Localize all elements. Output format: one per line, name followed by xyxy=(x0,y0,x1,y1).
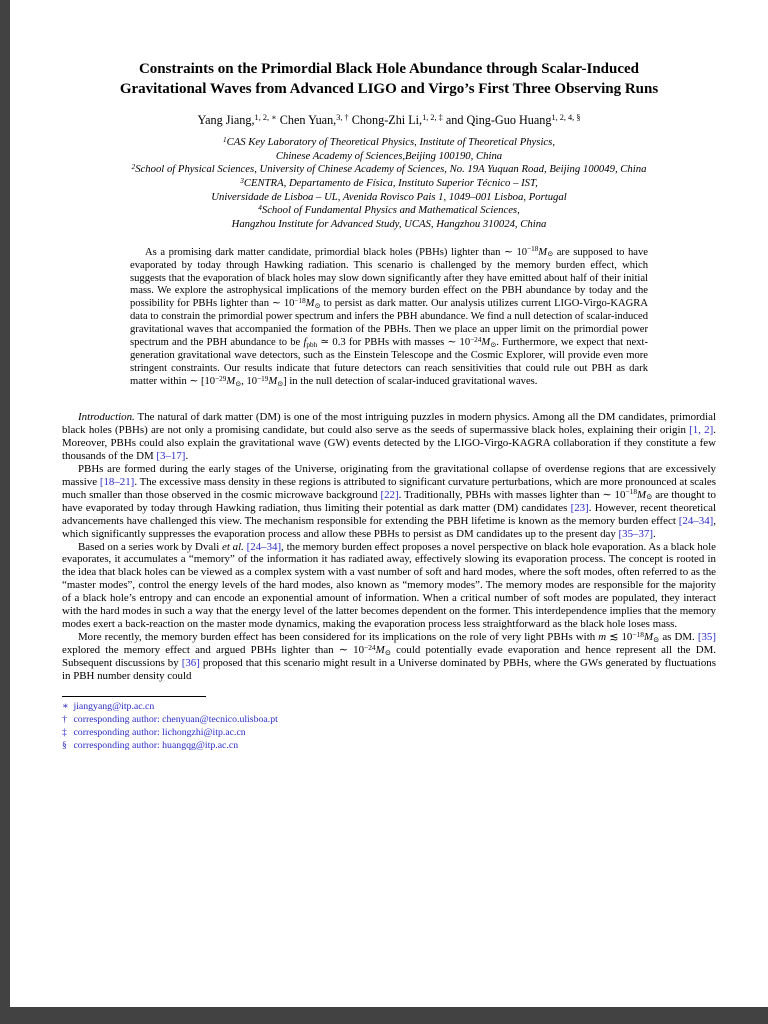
text-segment: Chen Yuan, xyxy=(276,112,337,127)
citation-link[interactable]: [23] xyxy=(570,501,589,514)
abstract xyxy=(130,247,648,389)
email-link[interactable]: corresponding author: chenyuan@tecnico.ulisboa.pt xyxy=(73,714,278,726)
text-segment: Universidade de Lisboa – UL, Avenida Rovisco Pais 1, 1049–001 Lisboa, Portugal xyxy=(211,190,567,203)
text-segment: 4 xyxy=(258,204,262,213)
text-segment: M xyxy=(268,375,278,387)
text-segment: . The excessive mass density in these regions is attributed to significant curvature perturbations, which are more pronounced at scales much smaller than those observed in the cosmic microwave background xyxy=(62,475,716,501)
text-segment: to persist as dark matter. Our analysis utilizes current LIGO-Virgo-KAGRA data to constrain the primordial power spectrum and infers the PBH abundance. We find a null detection of scalar-induced gravitational waves that accompanied the formation of the PBHs. Then we place an upper limit on the primordial power spectrum and the PBH abundance to be xyxy=(130,298,648,349)
text-segment: 1 xyxy=(222,135,227,144)
text-segment: ⊙ xyxy=(384,648,391,658)
text-segment: Chinese Academy of Sciences,Beijing 100190, China xyxy=(275,149,503,162)
text-segment: M xyxy=(643,631,654,644)
email-link[interactable]: corresponding author: huangqg@itp.ac.cn xyxy=(73,739,239,751)
footnote-rule xyxy=(62,696,206,697)
text-segment: Chong-Zhi Li, xyxy=(348,112,423,127)
text-segment: PBHs are formed during the early stages of the Universe, originating from the gravitational collapse of overdense regions that are excessively massive xyxy=(62,462,716,488)
citation-link[interactable]: [36] xyxy=(181,657,200,670)
affiliation-line xyxy=(62,191,716,205)
paper-body xyxy=(62,411,716,683)
citation-link[interactable]: [35–37] xyxy=(618,527,653,540)
text-segment: could potentially evade evaporation and hence represent all the DM. Subsequent discussions by xyxy=(62,644,716,670)
text-segment: As a promising dark matter candidate, primordial black holes (PBHs) lighter than ∼ 10 xyxy=(145,246,528,258)
affiliations-block xyxy=(62,136,716,232)
text-segment: ⊙ xyxy=(646,492,653,502)
text-segment: −18 xyxy=(632,629,644,639)
text-segment: ⊙ xyxy=(490,340,497,349)
text-segment: et al. xyxy=(222,540,244,553)
text-segment: , which significantly suppresses the evaporation process and allow these PBHs to persist as DM candidates up to the present day xyxy=(62,514,716,540)
text-segment: ≃ 0.3 for PBHs with masses ∼ 10 xyxy=(317,337,471,349)
text-segment: Based on a series work by Dvali xyxy=(78,540,223,553)
footnote xyxy=(62,701,716,714)
citation-link[interactable]: [22] xyxy=(380,488,399,501)
citation-link[interactable]: [18–21] xyxy=(99,475,135,488)
text-segment: m xyxy=(598,631,607,644)
text-segment: pbh xyxy=(306,340,318,349)
text-segment: 3 xyxy=(240,176,244,185)
text-segment: CENTRA, Departamento de Física, Instituto Superior Técnico – IST, xyxy=(243,176,538,189)
footnote-marker: † xyxy=(62,714,67,726)
author-line xyxy=(62,113,716,128)
footnote xyxy=(62,740,716,753)
text-segment: , 10 xyxy=(241,375,258,387)
text-segment: are supposed to have evaporated by today through Hawking radiation. This scenario is challenged by the memory burden effect, which suggests that the evaporation of black holes may slow down significantly after they have emitted about half of their initial mass. We explore the astrophysical implications of the memory burden effect on the PBH abundance by today and the possibility for PBHs lighter than ∼ 10 xyxy=(130,246,649,310)
text-segment: M xyxy=(481,337,491,349)
text-segment: . However, recent theoretical advancements have challenged this view. The mechanism responsible for extending the PBH lifetime is known as the memory burden effect xyxy=(62,501,717,527)
affiliation-line xyxy=(62,218,716,232)
citation-link[interactable]: [1, 2] xyxy=(689,423,714,436)
footnote xyxy=(62,727,716,740)
text-segment: proposed that this scenario might result in a Universe dominated by PBHs, where the GWs generated by fluctuations in PBH number density could xyxy=(62,657,716,683)
footnote-marker: ∗ xyxy=(62,701,69,713)
text-segment: Yang Jiang, xyxy=(197,112,255,127)
text-segment: ⊙ xyxy=(277,379,284,388)
affiliation-line xyxy=(62,136,716,150)
text-segment: −18 xyxy=(625,487,638,497)
paragraph-pbh-formation xyxy=(62,463,716,541)
text-segment: 1, 2, 4, § xyxy=(551,113,581,123)
text-segment: −19 xyxy=(257,374,269,383)
text-segment: 3, † xyxy=(336,113,349,123)
text-segment: ⊙ xyxy=(547,250,554,259)
text-segment: f xyxy=(303,337,307,349)
email-link[interactable]: jiangyang@itp.ac.cn xyxy=(73,701,155,713)
text-segment: Hangzhou Institute for Advanced Study, UCAS, Hangzhou 310024, China xyxy=(231,218,547,230)
email-link[interactable]: corresponding author: lichongzhi@itp.ac.cn xyxy=(73,727,246,739)
paragraph-memory-burden xyxy=(62,541,716,632)
affiliation-line xyxy=(62,150,716,164)
text-segment: CAS Key Laboratory of Theoretical Physics, Institute of Theoretical Physics, xyxy=(226,135,556,148)
text-segment: More recently, the memory burden effect has been considered for its implications on the role of very light PBHs with xyxy=(78,631,599,644)
text-segment: ⊙ xyxy=(314,302,321,311)
text-segment: and Qing-Guo Huang xyxy=(442,112,552,127)
text-segment: M xyxy=(538,246,548,258)
footnote-marker: ‡ xyxy=(62,727,67,739)
text-segment: ⊙ xyxy=(235,379,242,388)
text-segment: M xyxy=(637,488,647,501)
citation-link[interactable]: [24–34] xyxy=(678,514,714,527)
affiliation-line xyxy=(62,204,716,218)
footnote xyxy=(62,714,716,727)
citation-link[interactable]: [24–34] xyxy=(246,540,282,553)
text-segment: 2 xyxy=(131,162,136,171)
paper-title xyxy=(62,60,716,100)
text-segment: School of Physical Sciences, University of Chinese Academy of Sciences, No. 19A Yuquan Road, Beijing 100049, China xyxy=(135,163,647,176)
text-segment: M xyxy=(305,298,315,310)
footnote-marker: § xyxy=(62,739,67,751)
text-segment: . xyxy=(653,527,656,540)
text-segment: −18 xyxy=(294,297,306,306)
text-segment: , the memory burden effect proposes a novel perspective on black hole evaporation. As a black hole evaporates, it accumulates a “memory” of the information it has radiated away, effectively slowing its evaporation process. The concept is rooted in the idea that black holes can be viewed as a complex system with a vast number of soft and hard modes, where the soft modes, often referred to as the “master modes”, control the energy levels of the hard modes, also known as “memory modes”. The memory modes are responsible for the majority of a black hole’s entropy and can encode an exponential amount of information. When a critical number of soft modes are populated, they interact with the hard modes in such a way that the energy level of the latter becomes dependent on the former. This interdependence implies that the memory modes exert a back-reaction on the master mode dynamics, making the evaporation process less straightforward as the black hole loses mass. xyxy=(62,540,716,631)
footnotes-block xyxy=(62,701,716,753)
text-segment: ⊙ xyxy=(653,635,660,645)
text-segment: 1, 2, ‡ xyxy=(422,113,443,123)
text-segment: as DM. xyxy=(659,631,698,644)
text-segment: M xyxy=(226,375,236,387)
paper-title-line-1: Constraints on the Primordial Black Hole Abundance through Scalar-Induced xyxy=(138,61,640,77)
text-segment: . Furthermore, we expect that next-generation gravitational wave detectors, such as the Einstein Telescope and the Cosmic Explorer, will provide even more stringent constraints. Our results indicate that future detectors can reach sensitivities that could rule out PBH as dark matter within ∼ [10 xyxy=(130,337,649,387)
affiliation-line xyxy=(62,177,716,191)
text-segment: explored the memory effect and argued PBHs lighter than ∼ 10 xyxy=(62,644,365,657)
citation-link[interactable]: [3–17] xyxy=(156,449,186,462)
text-segment: ] in the null detection of scalar-induced gravitational waves. xyxy=(283,375,538,387)
text-segment: . Moreover, PBHs could also explain the gravitational wave (GW) events detected by the LIGO-Virgo-KAGRA collaboration if they constitute a few thousands of the DM xyxy=(62,423,716,462)
text-segment: Introduction. xyxy=(78,410,135,423)
text-segment: M xyxy=(375,644,385,657)
paper-title-line-2: Gravitational Waves from Advanced LIGO and Virgo’s First Three Observing Runs xyxy=(119,80,659,97)
text-segment: −24 xyxy=(364,642,376,652)
paper-page xyxy=(10,0,768,1007)
citation-link[interactable]: [35] xyxy=(697,631,717,644)
text-segment: −29 xyxy=(215,374,227,383)
text-segment: . Traditionally, PBHs with masses lighter than ∼ 10 xyxy=(398,488,626,501)
text-segment: 1, 2, ∗ xyxy=(254,113,277,123)
affiliation-line xyxy=(62,163,716,177)
paragraph-recent-work xyxy=(62,631,716,683)
text-segment: ≲ 10 xyxy=(606,631,633,644)
text-segment: are thought to have evaporated by today through Hawking radiation, thus limiting their potential as dark matter (DM) candidates xyxy=(62,488,716,514)
text-segment: −18 xyxy=(527,245,539,254)
text-segment: The natural of dark matter (DM) is one of the most intriguing puzzles in modern physics. Among all the DM candidates, primordial black holes (PBHs) are not only a promising candidate, but could also serve as the seeds of supermassive black holes, explaining their origin xyxy=(62,410,716,436)
paragraph-introduction xyxy=(62,411,716,463)
text-segment: School of Fundamental Physics and Mathematical Sciences, xyxy=(261,204,520,217)
text-segment: −24 xyxy=(470,335,482,344)
text-segment: . xyxy=(185,449,189,462)
